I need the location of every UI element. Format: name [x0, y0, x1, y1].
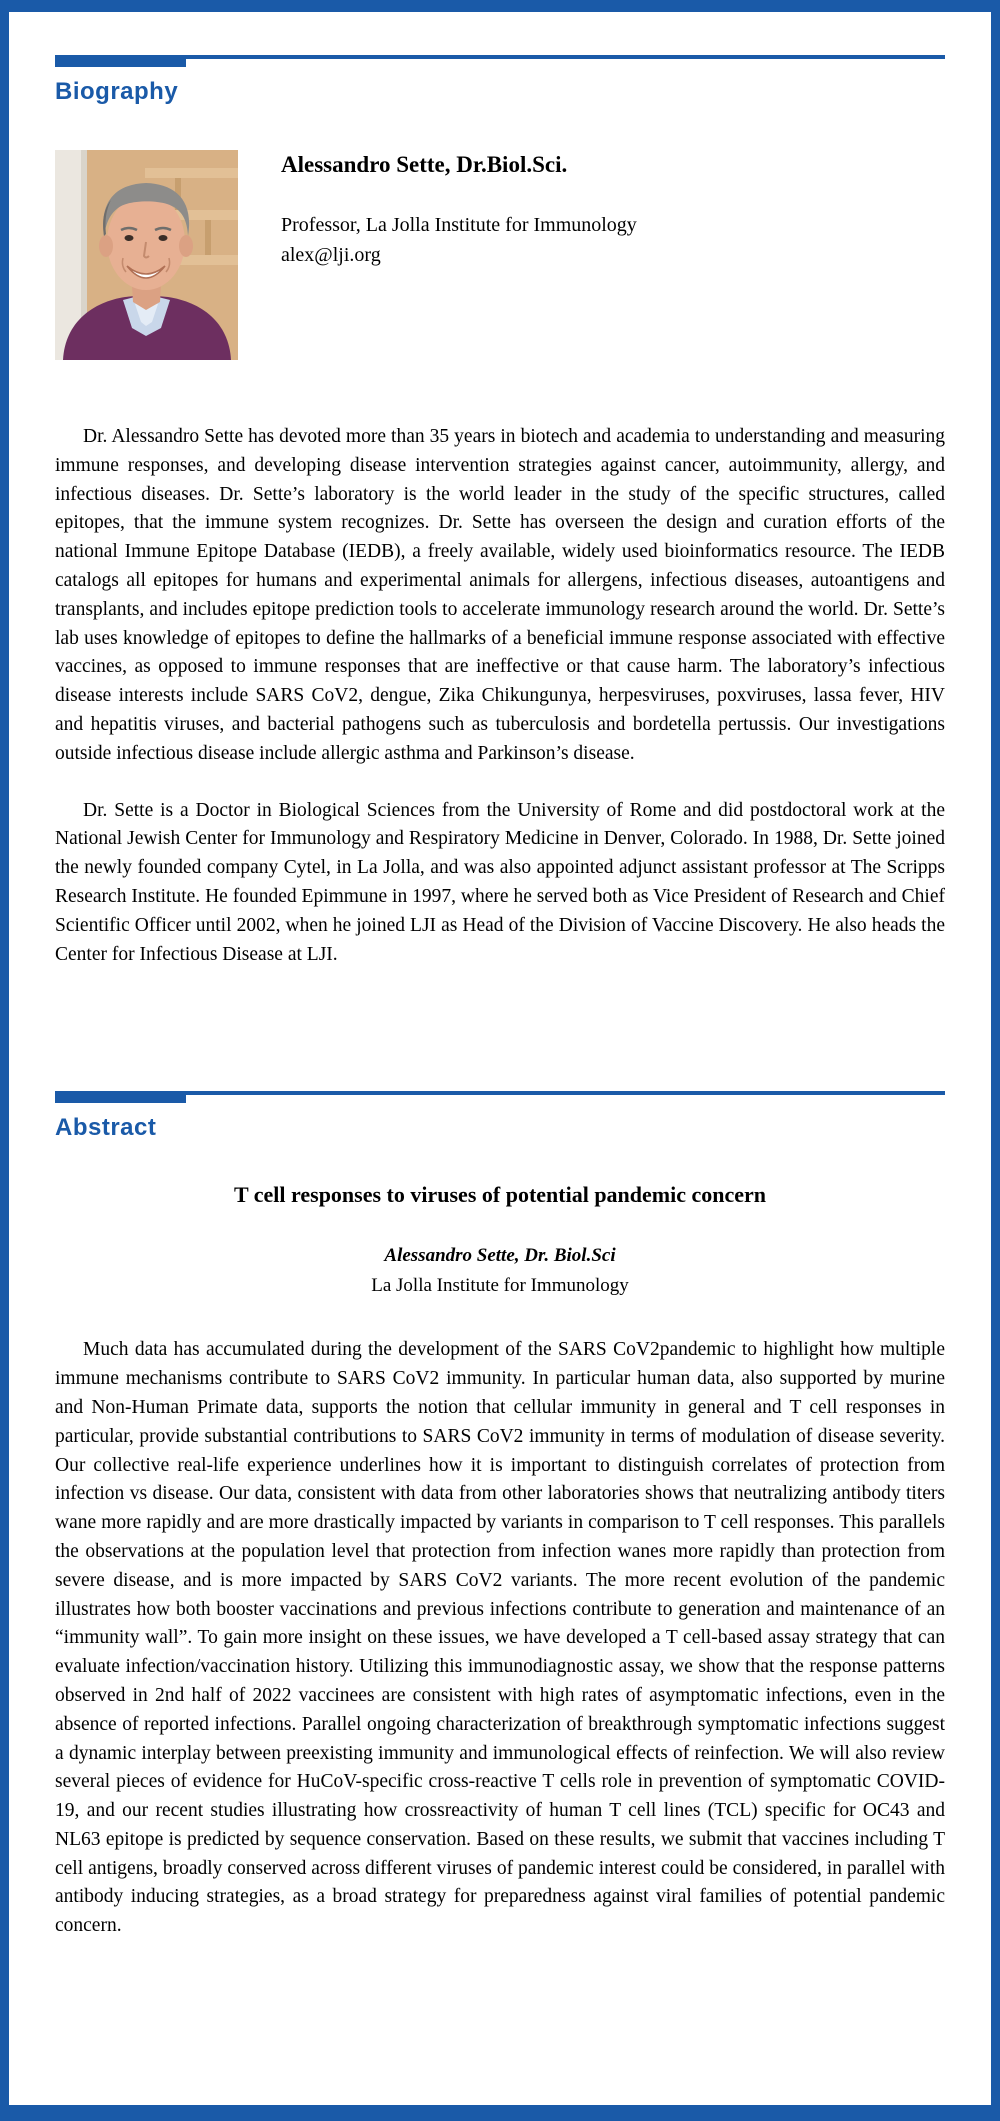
person-email: alex@lji.org [281, 244, 381, 266]
person-role: Professor, La Jolla Institute for Immunology [281, 214, 637, 236]
divider-thin-line [55, 1091, 945, 1095]
section-divider-abstract [55, 1091, 945, 1103]
profile-text [281, 150, 637, 360]
portrait-photo [55, 150, 238, 360]
divider-thin-line [55, 55, 945, 59]
abstract-affiliation: La Jolla Institute for Immunology [371, 1275, 629, 1297]
biography-heading: Biography [55, 78, 179, 105]
divider-thick-bar [55, 55, 186, 67]
abstract-talk-title: T cell responses to viruses of potential pandemic concern [233, 1182, 767, 1208]
profile-block [55, 150, 945, 360]
person-name: Alessandro Sette, Dr.Biol.Sci. [281, 152, 568, 177]
abstract-heading: Abstract [55, 1114, 157, 1142]
divider-thick-bar [55, 1091, 186, 1103]
abstract-author: Alessandro Sette, Dr. Biol.Sci [384, 1245, 616, 1267]
abstract-body-paragraph: Much data has accumulated during the development of the SARS CoV2pandemic to highlight how multiple immune mechanisms contribute to SARS CoV2 immunity. In particular human data, also supported by murine and Non-Human Primate data, supports the notion that cellular immunity in general and T cell responses in particular, provide substantial contributions to SARS CoV2 immunity in terms of modulation of disease severity. Our collective real-life experience underlines how it is important to distinguish correlates of protection from infection vs disease. Our data, consistent with data from other laboratories shows that neutralizing antibody titers wane more rapidly and are more drastically impacted by variants in comparison to T cell responses. This parallels the observations at the population level that protection from infection wanes more rapidly than protection from severe disease, and is more impacted by SARS CoV2 variants. The more recent evolution of the pandemic illustrates how both booster vaccinations and previous infections contribute to generation and maintenance of an “immunity wall”. To gain more insight on these issues, we have developed a T cell-based assay strategy that can evaluate infection/vaccination history. Utilizing this immunodiagnostic assay, we show that the response patterns observed in 2nd half of 2022 vaccinees are consistent with high rates of asymptomatic infections, even in the absence of reported infections. Parallel ongoing characterization of breakthrough symptomatic infections suggest a dynamic interplay between preexisting immunity and immunological effects of reinfection. We will also review several pieces of evidence for HuCoV-specific cross-reactive T cells role in prevention of symptomatic COVID-19, and our recent studies illustrating how crossreactivity of human T cell lines (TCL) specific for OC43 and NL63 epitope is predicted by sequence conservation. Based on these results, we submit that vaccines including T cell antigens, broadly conserved across different viruses of pandemic interest could be considered, in parallel with antibody inducing strategies, as a broad strategy for preparedness against viral families of potential pandemic concern. [55, 1339, 945, 1937]
biography-paragraph-1: Dr. Alessandro Sette has devoted more than 35 years in biotech and academia to understanding and measuring immune responses, and developing disease intervention strategies against cancer, autoimmunity, allergy, and infectious diseases. Dr. Sette’s laboratory is the world leader in the study of the specific structures, called epitopes, that the immune system recognizes. Dr. Sette has overseen the design and curation efforts of the national Immune Epitope Database (IEDB), a freely available, widely used bioinformatics resource. The IEDB catalogs all epitopes for humans and experimental animals for allergens, infectious diseases, autoantigens and transplants, and includes epitope prediction tools to accelerate immunology research around the world. Dr. Sette’s lab uses knowledge of epitopes to define the hallmarks of a beneficial immune response associated with effective vaccines, as opposed to immune responses that are ineffective or that cause harm. The laboratory’s infectious disease interests include SARS CoV2, dengue, Zika Chikungunya, herpesviruses, poxviruses, lassa fever, HIV and hepatitis viruses, and bacterial pathogens such as tuberculosis and bordetella pertussis. Our investigations outside infectious disease include allergic asthma and Parkinson’s disease. [55, 426, 945, 764]
section-divider-biography [55, 55, 945, 67]
biography-paragraph-2: Dr. Sette is a Doctor in Biological Sciences from the University of Rome and did postdoctoral work at the National Jewish Center for Immunology and Respiratory Medicine in Denver, Colorado. In 1988, Dr. Sette joined the newly founded company Cytel, in La Jolla, and was also appointed adjunct assistant professor at The Scripps Research Institute. He founded Epimmune in 1997, where he served both as Vice President of Research and Chief Scientific Officer until 2002, when he joined LJI as Head of the Division of Vaccine Discovery. He also heads the Center for Infectious Disease at LJI. [55, 799, 945, 965]
portrait-photo-graphic [55, 150, 238, 360]
